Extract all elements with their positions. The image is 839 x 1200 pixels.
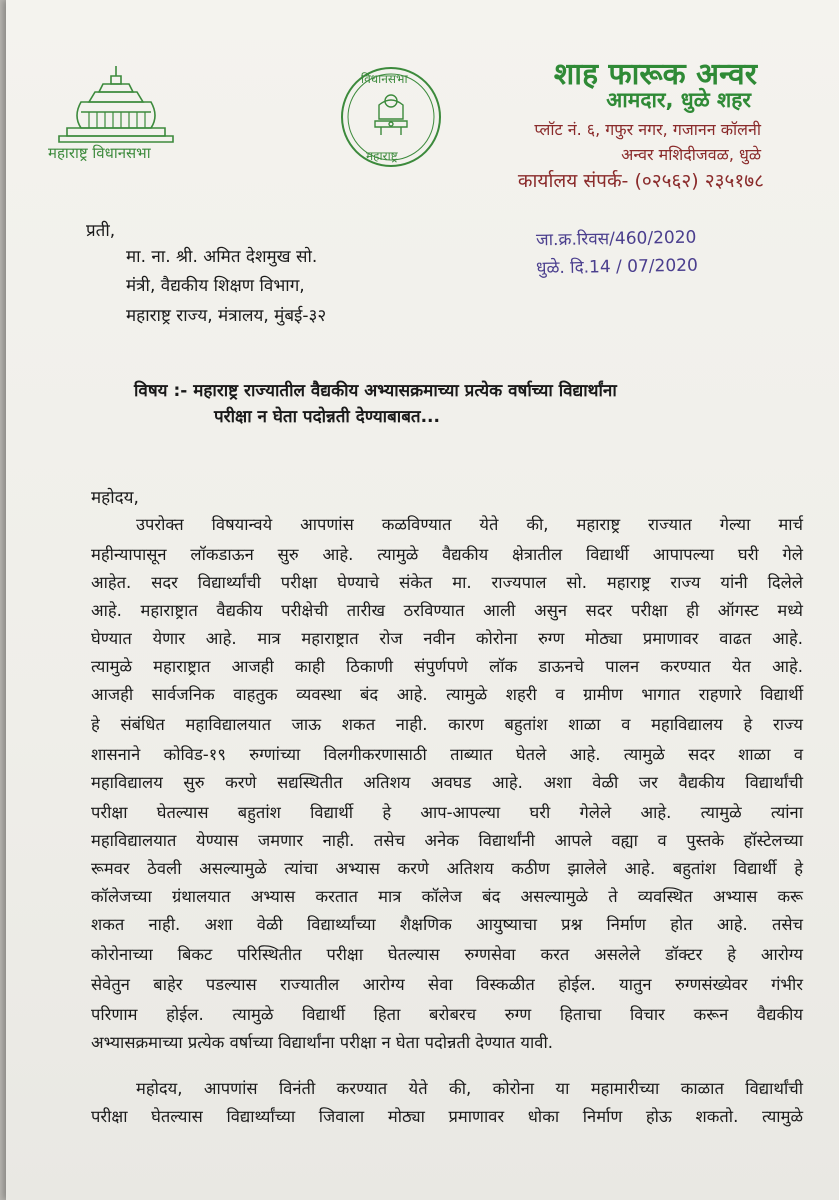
body-line: शासनाने कोविड-१९ रुग्णांच्या विलगीकरणासाठी ताब्यात घेतले आहे. त्यामुळे सदर शाळा व: [91, 745, 803, 764]
vidhan-sabha-building-logo: [51, 62, 181, 152]
office-contact: कार्यालय संपर्क- (०२५६२) २३५१७८: [517, 170, 764, 192]
body-line: शकत नाही. अशा वेळी विद्यार्थ्यांच्या शैक्षणिक आयुष्याचा प्रश्न निर्माण होत आहे. तसेच: [91, 915, 803, 934]
reference-number: जा.क्र.रिवस/460/2020: [535, 227, 697, 251]
body-line: अभ्यासक्रमाच्या प्रत्येक वर्षाच्या विद्यार्थांना परीक्षा न घेता पदोन्नती देण्यात यावी.: [91, 1033, 553, 1052]
seal-top-text: विधानसभा: [361, 72, 408, 86]
subject-line-2: परीक्षा न घेता पदोन्नती देण्याबाबत...: [214, 407, 440, 427]
letter-page: [6, 0, 839, 1200]
recipient-designation: मंत्री, वैद्यकीय शिक्षण विभाग,: [126, 276, 305, 296]
body-line: सेवेतुन बाहेर पडल्यास राज्यातील आरोग्य सेवा विस्कळीत होईल. यातुन रुग्णसंख्येवर गंभीर: [91, 975, 803, 994]
body-line: परीक्षा घेतल्यास विद्यार्थ्यांच्या जिवाला मोठ्या प्रमाणावर धोका निर्माण होऊ शकतो. त्यामुळे: [91, 1107, 803, 1126]
body-line: परीक्षा घेतल्यास बहुतांश विद्यार्थी हे आप-आपल्या घरी गेलेले आहे. त्यामुळे त्यांना: [91, 803, 803, 822]
seal-bottom-text: महाराष्ट्र: [366, 149, 398, 163]
body-line: घेण्यात येणार आहे. मात्र महाराष्ट्रात रोज नवीन कोरोना रुग्ण मोठ्या प्रमाणावर वाढत आहे.: [91, 629, 803, 648]
body-line: त्यामुळे महाराष्ट्रात आजही काही ठिकाणी संपुर्णपणे लॉक डाऊनचे पालन करण्यात येत आहे.: [91, 657, 803, 676]
body-line: उपरोक्त विषयान्वये आपणांस कळविण्यात येते की, महाराष्ट्र राज्यात गेल्या मार्च: [136, 515, 803, 534]
body-line: महाविद्यालय सुरु करणे सद्यस्थितीत अतिशय अवघड आहे. अशा वेळी जर वैद्यकीय विद्यार्थांची: [91, 773, 803, 792]
address-line-2: अन्वर मशिदीजवळ, धुळे: [621, 145, 761, 164]
body-line: हे संबंधित महाविद्यालयात जाऊ शकत नाही. कारण बहुतांश शाळा व महाविद्यालय हे राज्य: [91, 715, 803, 734]
body-line: परिणाम होईल. त्यामुळे विद्यार्थी हिता बरोबरच रुग्ण हिताचा विचार करून वैद्यकीय: [91, 1005, 803, 1024]
reference-date: धुळे. दि.14 / 07/2020: [535, 255, 699, 279]
assembly-caption: महाराष्ट्र विधानसभा: [48, 144, 151, 162]
recipient-name: मा. ना. श्री. अमित देशमुख सो.: [126, 247, 318, 267]
address-line-1: प्लॉट नं. ६, गफुर नगर, गजानन कॉलनी: [534, 120, 761, 139]
body-line: महाविद्यालयात येण्यास जमणार नाही. तसेच अनेक विद्यार्थांनी आपले वह्या व पुस्तके हॉस्टेलच्या: [91, 831, 803, 850]
body-line: आहेत. सदर विद्यार्थ्यांची परीक्षा घेण्याचे संकेत मा. राज्यपाल सो. महाराष्ट्र राज्य यांनी दिलेले: [91, 573, 803, 592]
body-line: आहे. महाराष्ट्रात वैद्यकीय परीक्षेची तारीख ठरविण्यात आली असुन सदर परीक्षा ही ऑगस्ट मध्ये: [91, 601, 803, 620]
body-line: रूमवर ठेवली असल्यामुळे त्यांचा अभ्यास करणे अतिशय कठीण झालेले आहे. बहुतांश विद्यार्थी हे: [91, 859, 803, 878]
body-line: महीन्यापासून लॉकडाऊन सुरु आहे. त्यामुळे वैद्यकीय क्षेत्रातील विद्यार्थी आपापल्या घरी गेले: [91, 545, 803, 564]
mla-name: शाह फारूक अन्वर: [553, 57, 757, 92]
recipient-address: महाराष्ट्र राज्य, मंत्रालय, मुंबई-३२: [126, 306, 327, 326]
body-line: महोदय, आपणांस विनंती करण्यात येते की, कोरोना या महामारीच्या काळात विद्यार्थांची: [136, 1079, 803, 1098]
subject-line-1: विषय :- महाराष्ट्र राज्यातील वैद्यकीय अभ्यासक्रमाच्या प्रत्येक वर्षाच्या विद्यार्थांना: [134, 381, 617, 401]
recipient-prefix: प्रती,: [86, 221, 116, 241]
mla-title: आमदार, धुळे शहर: [606, 88, 751, 112]
body-line: आजही सार्वजनिक वाहतुक व्यवस्था बंद आहे. त्यामुळे शहरी व ग्रामीण भागात राहणारे विद्यार्थी: [91, 685, 803, 704]
salutation: महोदय,: [91, 488, 139, 508]
body-line: कोरोनाच्या बिकट परिस्थितीत परीक्षा घेतल्यास रुग्णसेवा करत असलेले डॉक्टर हे आरोग्य: [91, 945, 803, 964]
body-line: कॉलेजच्या ग्रंथालयात अभ्यास करतात मात्र कॉलेज बंद असल्यामुळे ते व्यवस्थित अभ्यास करू: [91, 887, 803, 906]
